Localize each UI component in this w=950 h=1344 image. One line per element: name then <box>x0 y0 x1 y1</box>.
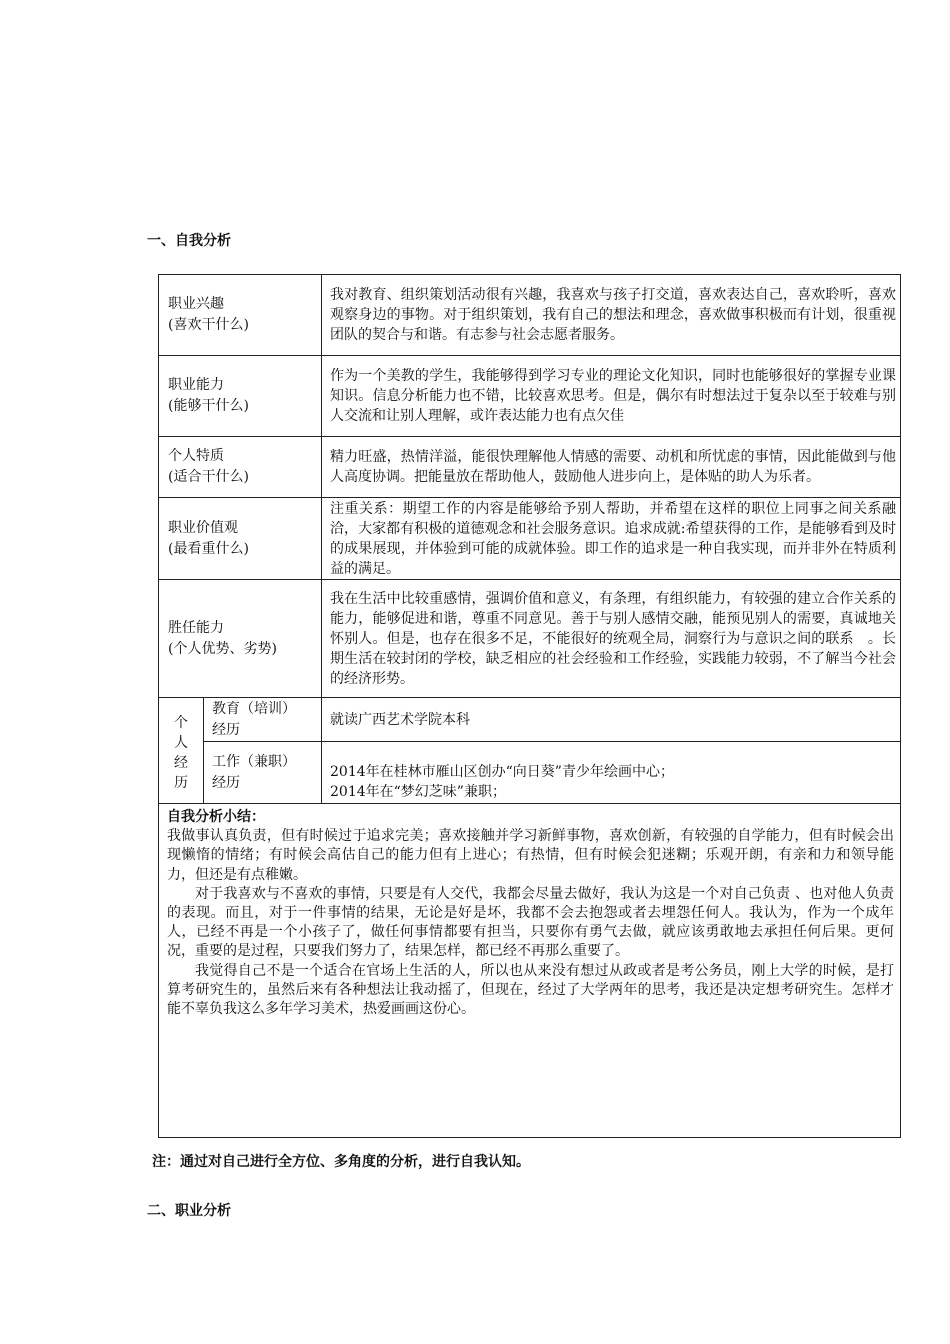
label-sub: (最看重什么) <box>168 540 249 557</box>
label-main: 职业能力 <box>168 377 224 393</box>
label-sub: (个人优势、劣势) <box>168 640 277 657</box>
section-1-title: 一、自我分析 <box>147 233 231 249</box>
label-sub: (适合干什么) <box>168 469 249 485</box>
summary-title: 自我分析小结： <box>167 809 265 825</box>
section-2-title: 二、职业分析 <box>147 1203 231 1219</box>
label-education: 教育（培训） 经历 <box>204 698 322 742</box>
text-career-interest: 我对教育、组织策划活动很有兴趣，我喜欢与孩子打交道，喜欢表达自己，喜欢聆听，喜欢观察身边的事物。对于组织策划，我有自己的想法和理念，喜欢做事积极而有计划，很重视团队的契合与和谐。有志参与社会志愿者服务。 <box>322 275 901 356</box>
label-main: 职业价值观 <box>168 519 238 536</box>
text-career-ability: 作为一个美教的学生，我能够得到学习专业的理论文化知识，同时也能够很好的掌握专业课知识。信息分析能力也不错，比较喜欢思考。但是，偶尔有时想法过于复杂以至于较难与别人交流和让别人理解，或许表达能力也有点欠佳 <box>322 356 901 437</box>
label-competence <box>159 580 322 698</box>
text-personal-traits: 精力旺盛，热情洋溢，能很快理解他人情感的需要、动机和所忧虑的事情，因此能做到与他人高度协调。把能量放在帮助他人，鼓励他人进步向上，是体贴的助人为乐者。 <box>322 437 901 498</box>
work-line-1: 2014年在桂林市雁山区创办“向日葵”青少年绘画中心； <box>330 763 674 780</box>
label-personal-experience: 个 人 经 历 <box>159 698 204 804</box>
summary-paragraph-2: 对于我喜欢与不喜欢的事情，只要是有人交代，我都会尽量去做好，我认为这是一个对自己负责 、也对他人负责的表现。而且，对于一件事情的结果，无论是好是坏，我都不会去抱怨或者去埋怨任何人。我认为，作为一个成年人，已经不再是一个小孩子了，做任何事情都要有担当，只要你有勇气去做，就应该勇敢地去承担任何后果。更何况，重要的是过程，只要我们努力了，结果怎样，都已经不再那么重要了。 <box>167 885 894 960</box>
row-summary <box>159 804 901 1138</box>
row-competence <box>159 580 901 698</box>
summary-paragraph-1: 我做事认真负责，但有时候过于追求完美；喜欢接触并学习新鲜事物，喜欢创新，有较强的自学能力，但有时候会出现懒惰的情绪；有时候会高估自己的能力但有上进心；有热情，但有时候会犯迷糊；乐观开朗，有亲和力和领导能力，但还是有点稚嫩。 <box>167 828 894 883</box>
row-work <box>159 742 901 804</box>
label-career-values <box>159 498 322 580</box>
work-line-2: 2014年在“梦幻芝味”兼职； <box>330 783 506 800</box>
label-work: 工作（兼职） 经历 <box>204 742 322 804</box>
summary-paragraph-3: 我觉得自己不是一个适合在官场上生活的人，所以也从来没有想过从政或者是考公务员，刚上大学的时候，是打算考研究生的，虽然后来有各种想法让我动摇了，但现在，经过了大学两年的思考，我还是决定想考研究生。怎样才能不辜负我这么多年学习美术，热爱画画这份心。 <box>167 962 894 1018</box>
row-education <box>159 698 901 742</box>
label-main: 个人特质 <box>168 448 224 464</box>
label-sub: (喜欢干什么) <box>168 317 249 333</box>
text-competence: 我在生活中比较重感情，强调价值和意义，有条理，有组织能力，有较强的建立合作关系的能力，能够促进和谐，尊重不同意见。善于与别人感情交融，能预见别人的需要，真诚地关怀别人。但是，也存在很多不足，不能很好的统观全局，洞察行为与意识之间的联系 。长期生活在较封闭的学校，缺乏相应的社会经验和工作经验，实践能力较弱，不了解当今社会的经济形势。 <box>322 580 901 698</box>
row-career-values <box>159 498 901 580</box>
row-career-interest <box>159 275 901 356</box>
text-career-values: 注重关系：期望工作的内容是能够给予别人帮助，并希望在这样的职位上同事之间关系融洽，大家都有积极的道德观念和社会服务意识。追求成就:希望获得的工作，是能够看到及时的成果展现，并体验到可能的成就体验。即工作的追求是一种自我实现，而并非外在特质利益的满足。 <box>322 498 901 580</box>
label-career-interest <box>159 275 322 356</box>
row-career-ability <box>159 356 901 437</box>
row-personal-traits <box>159 437 901 498</box>
label-personal-traits <box>159 437 322 498</box>
label-main: 职业兴趣 <box>168 296 224 312</box>
label-main: 胜任能力 <box>168 619 224 636</box>
label-career-ability <box>159 356 322 437</box>
note-text: 注：通过对自己进行全方位、多角度的分析，进行自我认知。 <box>152 1154 530 1170</box>
label-sub: (能够干什么) <box>168 398 249 414</box>
summary-cell <box>159 804 901 1138</box>
self-analysis-table <box>158 274 901 1138</box>
text-education: 就读广西艺术学院本科 <box>322 698 901 742</box>
text-work <box>322 742 901 804</box>
